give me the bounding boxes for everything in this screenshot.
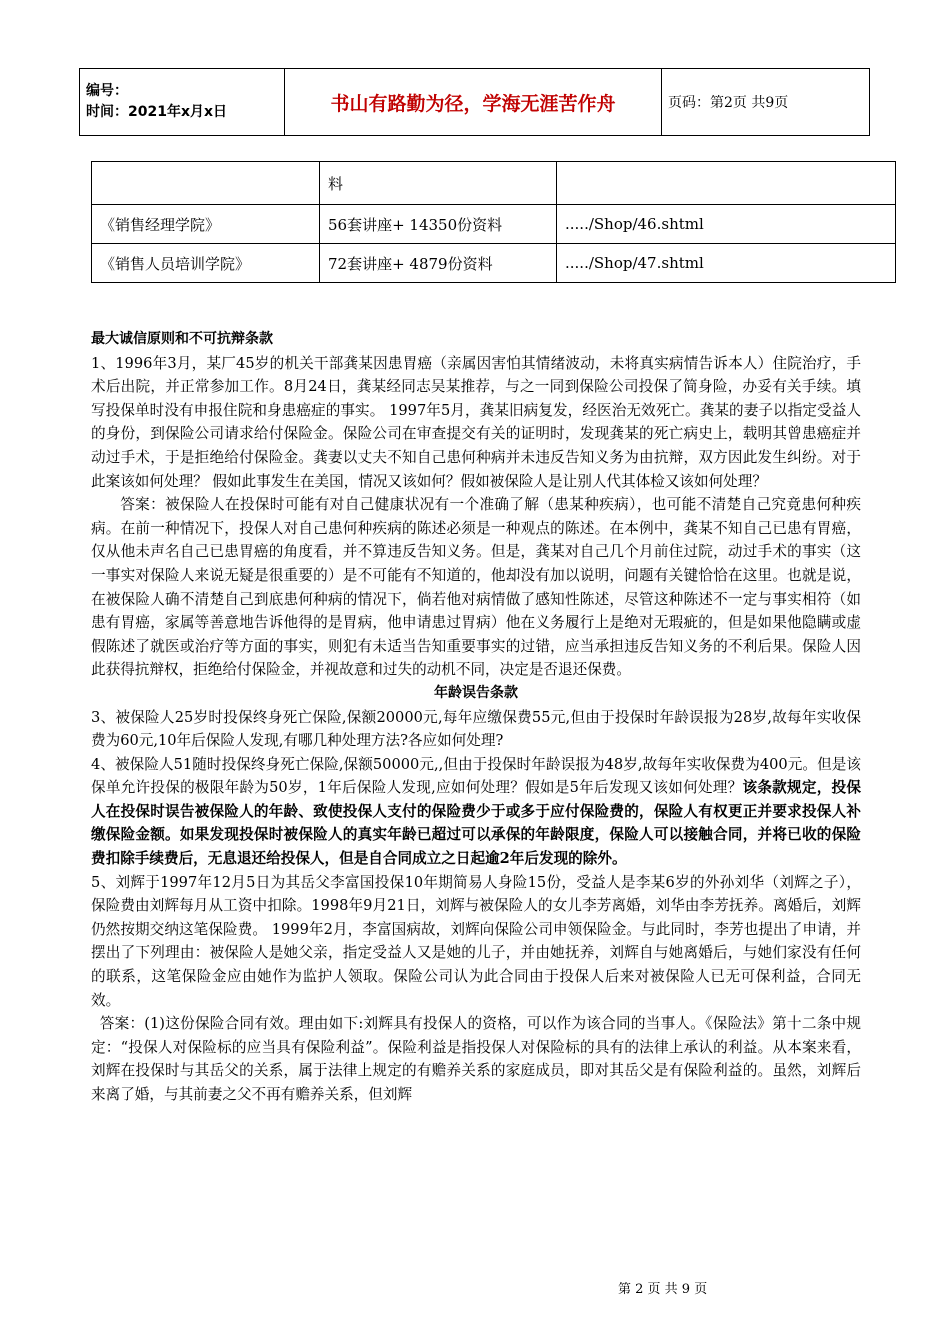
table-row: [92, 244, 896, 283]
table-row: [92, 205, 896, 244]
table-cell: [92, 162, 320, 205]
resource-table: [91, 161, 896, 283]
time-label: 时间：2021年x月x日: [86, 104, 228, 120]
table-cell: 72套讲座+ 4879份资料: [320, 244, 557, 283]
table-cell: 料: [320, 162, 557, 205]
question-5: 5、刘辉于1997年12月5日为其岳父李富国投保10年期简易人身险15份，受益人是李某6岁的外孙刘华（刘辉之子），保险费由刘辉每月从工资中扣除。1998年9月21日，刘辉与被保险人的女儿李芳离婚，刘华由李芳抚养。离婚后，刘辉仍然按期交纳这笔保险费。 1999年2月，李富国病故，刘辉向保险公司申领保险金。与此同时，李芳也提出了申请，并摆出了下列理由：被保险人是她父亲，指定受益人又是她的儿子，并由她抚养，刘辉自与她离婚后，与她们家没有任何的联系，这笔保险金应由她作为监护人领取。保险公司认为此合同由于投保人后来对被保险人已无可保利益，合同无效。: [91, 873, 861, 1009]
header-meta: [80, 69, 285, 136]
table-cell-link[interactable]: ...../Shop/47.shtml: [557, 244, 896, 283]
table-row: [92, 162, 896, 205]
question-4-answer: 该条款规定，投保人在投保时误告被保险人的年龄、致使投保人支付的保险费少于或多于应付保险费的，保险人有权更正并要求投保人补缴保险金额。如果发现投保时被保险人的真实年龄已超过可以承保的年龄限度，保险人可以接触合同，并将已收的保险费扣除手续费后，无息退还给投保人，但是自合同成立之日起逾2年后发现的除外。: [91, 779, 861, 868]
answer-5: 答案：(1)这份保险合同有效。理由如下:刘辉具有投保人的资格，可以作为该合同的当事人。《保险法》第十二条中规定：“投保人对保险标的应当具有保险利益”。保险利益是指投保人对保险标的具有的法律上承认的利益。从本案来看，刘辉在投保时与其岳父的关系，属于法律上规定的有赡养关系的家庭成员，即对其岳父是有保险利益的。虽然，刘辉后来离了婚，与其前妻之父不再有赡养关系，但刘辉: [91, 1015, 861, 1103]
question-4-text: 4、被保险人51随时投保终身死亡保险,保额50000元,,但由于投保时年龄误报为48岁,故每年实收保费为400元。但是该保单允许投保的极限年龄为50岁，1年后保险人发现,应如何处理？假如是5年后发现又该如何处理？: [91, 755, 861, 797]
page-footer: 第 2 页 共 9 页: [618, 1282, 708, 1297]
question-1: 1、1996年3月，某厂45岁的机关干部龚某因患胃癌（亲属因害怕其情绪波动，未将真实病情告诉本人）住院治疗，手术后出院，并正常参加工作。8月24日，龚某经同志吴某推荐，与之一同到保险公司投保了简身险，办妥有关手续。填写投保单时没有申报住院和身患癌症的事实。 1997年5月，龚某旧病复发，经医治无效死亡。龚某的妻子以指定受益人的身份，到保险公司请求给付保险金。保险公司在审查提交有关的证明时，发现龚某的死亡病史上，载明其曾患癌症并动过手术，于是拒绝给付保险金。龚妻以丈夫不知自己患何种病并未违反告知义务为由抗辩，双方因此发生纠纷。对于此案该如何处理？ 假如此事发生在美国，情况又该如何？假如被保险人是让别人代其体检又该如何处理？: [91, 354, 861, 490]
header-page-label: 页码：第2页 共9页: [662, 69, 870, 136]
table-cell: 56套讲座+ 14350份资料: [320, 205, 557, 244]
header-motto: 书山有路勤为径，学海无涯苦作舟: [285, 69, 662, 136]
number-label: 编号：: [86, 83, 128, 99]
table-cell: [557, 162, 896, 205]
table-cell: 《销售人员培训学院》: [92, 244, 320, 283]
table-cell: 《销售经理学院》: [92, 205, 320, 244]
answer-1: 答案：被保险人在投保时可能有对自己健康状况有一个准确了解（患某种疾病），也可能不清楚自己究竟患何种疾病。在前一种情况下，投保人对自己患何种疾病的陈述必须是一种观点的陈述。在本例中，龚某不知自己已患有胃癌，仅从他未声名自己已患胃癌的角度看，并不算违反告知义务。但是，龚某对自己几个月前住过院，动过手术的事实（这一事实对保险人来说无疑是很重要的）是不可能有不知道的，他却没有加以说明，问题有关键恰恰在这里。也就是说，在被保险人确不清楚自己到底患何种病的情况下，倘若他对病情做了感知性陈述，尽管这种陈述不一定与事实相符（如患有胃癌，家属等善意地告诉他得的是胃病，他申请患过胃病）他在义务履行上是绝对无瑕疵的，但是如果他隐瞒或虚假陈述了就医或治疗等方面的事实，则犯有未适当告知重要事实的过错，应当承担违反告知义务的不利后果。保险人因此获得抗辩权，拒绝给付保险金，并视故意和过失的动机不同，决定是否退还保费。: [91, 496, 861, 679]
question-4: [91, 753, 861, 871]
document-body: [91, 328, 861, 1107]
section-title: 最大诚信原则和不可抗辩条款: [91, 331, 273, 347]
question-3: 3、被保险人25岁时投保终身死亡保险,保额20000元,每年应缴保费55元,但由于投保时年龄误报为28岁,故每年实收保费为60元,10年后保险人发现,有哪几种处理方法?各应如何处理?: [91, 708, 861, 750]
section-title: 年龄误告条款: [434, 684, 518, 701]
table-cell-link[interactable]: ...../Shop/46.shtml: [557, 205, 896, 244]
page-header: [79, 68, 870, 136]
